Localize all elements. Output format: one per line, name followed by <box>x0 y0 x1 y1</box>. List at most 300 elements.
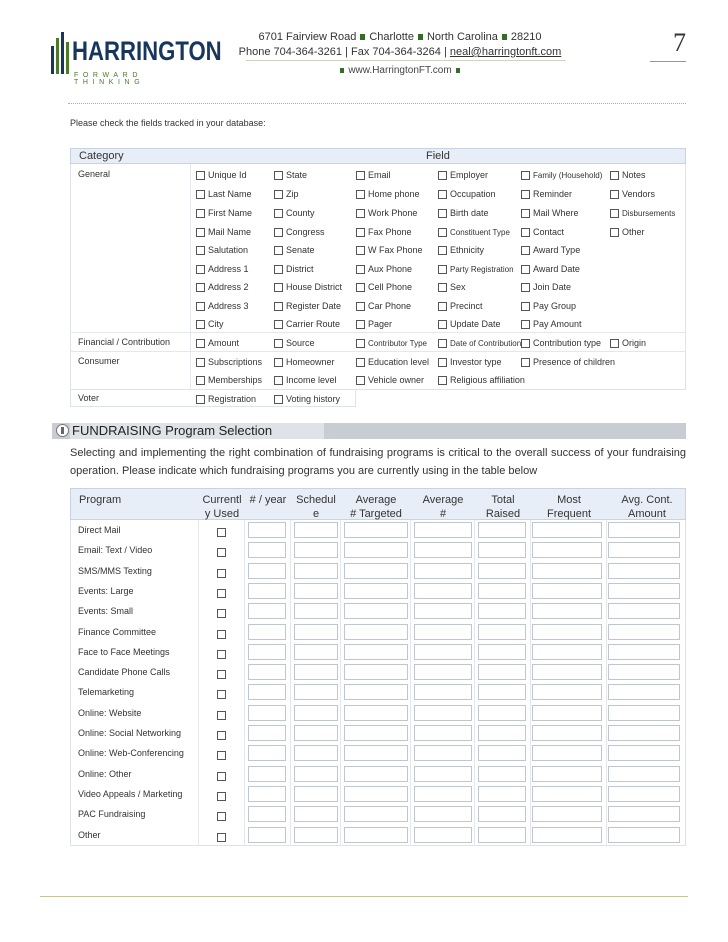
field-label: Amount <box>208 338 240 348</box>
field-checkbox[interactable] <box>196 228 205 237</box>
program-input-box[interactable] <box>248 522 286 538</box>
field-checkbox[interactable] <box>356 171 365 180</box>
field-checkbox[interactable] <box>610 190 619 199</box>
field-checkbox[interactable] <box>274 376 283 385</box>
program-input-box[interactable] <box>344 745 408 761</box>
program-header-cell <box>199 493 245 521</box>
header-category: Category <box>79 150 124 162</box>
field-checkbox[interactable] <box>196 395 205 404</box>
program-input-box[interactable] <box>294 766 338 782</box>
program-input-box[interactable] <box>414 745 472 761</box>
program-row <box>70 601 686 621</box>
field-label: Contribution type <box>533 338 602 348</box>
program-label: Candidate Phone Calls <box>78 667 171 678</box>
field-checkbox[interactable] <box>438 376 447 385</box>
program-label: Online: Website <box>78 707 142 718</box>
program-input-box[interactable] <box>344 563 408 579</box>
section-title: FUNDRAISING Program Selection <box>72 423 273 438</box>
field-checkbox[interactable] <box>521 190 530 199</box>
currently-used-checkbox[interactable] <box>217 650 226 659</box>
field-checkbox[interactable] <box>196 190 205 199</box>
currently-used-checkbox[interactable] <box>217 589 226 598</box>
field-checkbox[interactable] <box>274 228 283 237</box>
program-input-box[interactable] <box>608 684 680 700</box>
section-paragraph: Selecting and implementing the right combination of fundraising programs is critical to the overall success of your fundraising operation. Please indicate which fundraising programs you are currently using in the table below <box>70 447 686 477</box>
program-input-box[interactable] <box>478 745 526 761</box>
field-checkbox[interactable] <box>438 283 447 292</box>
field-checkbox[interactable] <box>438 228 447 237</box>
program-input-box[interactable] <box>248 684 286 700</box>
field-checkbox[interactable] <box>196 246 205 255</box>
program-label: Online: Web-Conferencing <box>78 748 184 759</box>
program-label: SMS/MMS Texting <box>78 565 152 576</box>
program-input-box[interactable] <box>248 806 286 822</box>
currently-used-checkbox[interactable] <box>217 609 226 618</box>
field-checkbox[interactable] <box>196 339 205 348</box>
field-label: Date of Contribution <box>450 339 522 348</box>
field-checkbox[interactable] <box>356 358 365 367</box>
email-link[interactable]: neal@harringtonft.com <box>449 46 562 58</box>
program-input-box[interactable] <box>532 664 602 680</box>
program-input-box[interactable] <box>478 563 526 579</box>
program-input-box[interactable] <box>532 542 602 558</box>
program-input-box[interactable] <box>608 542 680 558</box>
program-input-box[interactable] <box>414 806 472 822</box>
field-label: Employer <box>450 170 489 180</box>
program-row <box>70 642 686 662</box>
field-label: State <box>286 170 308 180</box>
currently-used-checkbox[interactable] <box>217 528 226 537</box>
header-line: Frequent <box>546 508 592 520</box>
row-divider <box>70 351 686 352</box>
currently-used-checkbox[interactable] <box>217 548 226 557</box>
program-input-box[interactable] <box>478 684 526 700</box>
field-label: Vendors <box>622 189 656 199</box>
program-header-cell <box>411 493 475 521</box>
program-input-box[interactable] <box>294 745 338 761</box>
program-header-cell <box>531 493 607 521</box>
field-checkbox[interactable] <box>610 171 619 180</box>
field-label: Join Date <box>533 282 572 292</box>
program-input-box[interactable] <box>344 786 408 802</box>
field-checkbox[interactable] <box>356 376 365 385</box>
field-checkbox[interactable] <box>356 320 365 329</box>
program-input-box[interactable] <box>344 542 408 558</box>
program-input-box[interactable] <box>248 644 286 660</box>
program-input-box[interactable] <box>478 705 526 721</box>
field-label: Pay Group <box>533 301 577 311</box>
field-checkbox[interactable] <box>521 339 530 348</box>
field-checkbox[interactable] <box>274 320 283 329</box>
program-input-box[interactable] <box>294 827 338 843</box>
program-input-box[interactable] <box>344 684 408 700</box>
field-checkbox[interactable] <box>521 209 530 218</box>
program-input-box[interactable] <box>414 603 472 619</box>
program-row <box>70 561 686 581</box>
field-checkbox[interactable] <box>356 302 365 311</box>
field-checkbox[interactable] <box>274 283 283 292</box>
program-input-box[interactable] <box>294 522 338 538</box>
field-checkbox[interactable] <box>196 320 205 329</box>
field-checkbox[interactable] <box>521 265 530 274</box>
program-input-box[interactable] <box>248 827 286 843</box>
field-label: Source <box>286 338 315 348</box>
field-label: Memberships <box>208 375 263 385</box>
header-line: # Targeted <box>350 508 402 520</box>
program-input-box[interactable] <box>414 644 472 660</box>
field-label: Contact <box>533 227 565 237</box>
program-input-box[interactable] <box>294 644 338 660</box>
program-input-box[interactable] <box>532 603 602 619</box>
program-label: Events: Large <box>78 585 134 596</box>
program-input-box[interactable] <box>608 745 680 761</box>
field-checkbox[interactable] <box>196 171 205 180</box>
field-checkbox[interactable] <box>274 190 283 199</box>
program-input-box[interactable] <box>294 786 338 802</box>
field-checkbox[interactable] <box>521 358 530 367</box>
field-checkbox[interactable] <box>356 190 365 199</box>
field-checkbox[interactable] <box>274 302 283 311</box>
program-input-box[interactable] <box>608 644 680 660</box>
program-input-box[interactable] <box>532 745 602 761</box>
program-row <box>70 662 686 682</box>
field-label: W Fax Phone <box>368 245 423 255</box>
program-input-box[interactable] <box>344 624 408 640</box>
field-checkbox[interactable] <box>438 358 447 367</box>
program-row <box>70 723 686 743</box>
program-label: Online: Social Networking <box>78 728 182 738</box>
field-checkbox[interactable] <box>521 171 530 180</box>
currently-used-checkbox[interactable] <box>217 711 226 720</box>
harrington-logo <box>50 28 222 88</box>
field-checkbox[interactable] <box>610 339 619 348</box>
program-input-box[interactable] <box>532 725 602 741</box>
field-label: Occupation <box>450 189 496 199</box>
field-label: Work Phone <box>368 208 418 218</box>
field-checkbox[interactable] <box>356 265 365 274</box>
top-dotted-rule <box>68 103 686 104</box>
field-checkbox[interactable] <box>521 283 530 292</box>
field-label: Address 2 <box>208 282 249 292</box>
program-table-header <box>70 488 686 520</box>
program-input-box[interactable] <box>532 786 602 802</box>
program-input-box[interactable] <box>414 563 472 579</box>
field-label: Pager <box>368 319 393 329</box>
program-label: Direct Mail <box>78 525 121 535</box>
field-checkbox[interactable] <box>274 171 283 180</box>
field-label: Religious affiliation <box>450 375 525 385</box>
currently-used-checkbox[interactable] <box>217 772 226 781</box>
program-row <box>70 743 686 763</box>
program-input-box[interactable] <box>414 542 472 558</box>
program-input-box[interactable] <box>294 563 338 579</box>
program-label: Events: Small <box>78 606 134 617</box>
program-input-box[interactable] <box>414 583 472 599</box>
program-input-box[interactable] <box>478 644 526 660</box>
currently-used-checkbox[interactable] <box>217 670 226 679</box>
field-label: Zip <box>286 189 299 199</box>
field-checkbox[interactable] <box>356 283 365 292</box>
program-label: Email: Text / Video <box>78 545 153 556</box>
program-input-box[interactable] <box>248 583 286 599</box>
program-input-box[interactable] <box>478 522 526 538</box>
program-input-box[interactable] <box>608 522 680 538</box>
program-input-box[interactable] <box>344 522 408 538</box>
currently-used-checkbox[interactable] <box>217 751 226 760</box>
field-checkbox[interactable] <box>274 358 283 367</box>
program-row <box>70 764 686 784</box>
field-label: Car Phone <box>368 301 412 311</box>
program-input-box[interactable] <box>608 705 680 721</box>
program-input-box[interactable] <box>248 725 286 741</box>
program-input-box[interactable] <box>478 766 526 782</box>
field-label: House District <box>286 282 343 292</box>
program-input-box[interactable] <box>414 624 472 640</box>
field-checkbox[interactable] <box>196 265 205 274</box>
currently-used-checkbox[interactable] <box>217 812 226 821</box>
field-checkbox[interactable] <box>438 339 447 348</box>
field-checkbox[interactable] <box>356 339 365 348</box>
field-label: Award Type <box>533 245 581 255</box>
program-input-box[interactable] <box>248 624 286 640</box>
field-label: Carrier Route <box>286 319 341 329</box>
field-checkbox[interactable] <box>274 209 283 218</box>
field-label: Income level <box>286 375 337 385</box>
program-input-box[interactable] <box>478 725 526 741</box>
footer-rule <box>40 896 688 897</box>
logo-bars-icon <box>50 32 72 74</box>
header-line: Average <box>422 494 464 506</box>
program-input-box[interactable] <box>294 684 338 700</box>
currently-used-checkbox[interactable] <box>217 630 226 639</box>
field-checkbox[interactable] <box>356 246 365 255</box>
field-checkbox[interactable] <box>521 302 530 311</box>
program-input-box[interactable] <box>532 705 602 721</box>
field-checkbox[interactable] <box>521 320 530 329</box>
program-header-cell <box>607 493 687 521</box>
field-label: Cell Phone <box>368 282 413 292</box>
header-line: Currentl <box>202 494 242 506</box>
field-label: Precinct <box>450 301 483 311</box>
field-checkbox[interactable] <box>274 246 283 255</box>
header-line: Amount <box>628 508 666 520</box>
program-row <box>70 682 686 702</box>
field-checkbox[interactable] <box>438 171 447 180</box>
field-label: Address 1 <box>208 264 249 274</box>
field-label: Party Registration <box>450 265 514 274</box>
program-input-box[interactable] <box>532 644 602 660</box>
program-input-box[interactable] <box>248 745 286 761</box>
field-label: Ethnicity <box>450 245 485 255</box>
program-input-box[interactable] <box>414 786 472 802</box>
program-input-box[interactable] <box>248 563 286 579</box>
program-input-box[interactable] <box>344 827 408 843</box>
program-input-box[interactable] <box>608 766 680 782</box>
field-label: District <box>286 264 314 274</box>
website-link[interactable]: www.HarringtonFT.com <box>348 65 452 76</box>
field-label: Last Name <box>208 189 252 199</box>
program-input-box[interactable] <box>414 664 472 680</box>
field-label: Unique Id <box>208 170 247 180</box>
field-label: Pay Amount <box>533 319 582 329</box>
program-input-box[interactable] <box>532 684 602 700</box>
program-input-box[interactable] <box>478 624 526 640</box>
program-input-box[interactable] <box>344 644 408 660</box>
program-input-box[interactable] <box>344 583 408 599</box>
program-input-box[interactable] <box>478 542 526 558</box>
program-row <box>70 581 686 601</box>
program-input-box[interactable] <box>294 725 338 741</box>
program-input-box[interactable] <box>344 725 408 741</box>
program-input-box[interactable] <box>478 664 526 680</box>
program-input-box[interactable] <box>608 583 680 599</box>
program-input-box[interactable] <box>344 664 408 680</box>
program-label: Video Appeals / Marketing <box>78 788 183 799</box>
field-checkbox[interactable] <box>196 302 205 311</box>
program-input-box[interactable] <box>532 806 602 822</box>
header-line: Most <box>557 494 581 506</box>
program-input-box[interactable] <box>608 624 680 640</box>
currently-used-checkbox[interactable] <box>217 833 226 842</box>
program-input-box[interactable] <box>478 603 526 619</box>
field-checkbox[interactable] <box>196 358 205 367</box>
field-label: Award Date <box>533 264 580 274</box>
field-checkbox[interactable] <box>438 246 447 255</box>
program-input-box[interactable] <box>414 705 472 721</box>
program-input-box[interactable] <box>248 603 286 619</box>
field-label: Email <box>368 170 391 180</box>
program-input-box[interactable] <box>608 563 680 579</box>
field-label: Register Date <box>286 301 342 311</box>
program-input-box[interactable] <box>532 522 602 538</box>
field-checkbox[interactable] <box>438 320 447 329</box>
program-label: Other <box>78 829 101 840</box>
field-checkbox[interactable] <box>356 209 365 218</box>
program-input-box[interactable] <box>608 603 680 619</box>
program-input-box[interactable] <box>248 542 286 558</box>
program-input-box[interactable] <box>248 664 286 680</box>
field-checkbox[interactable] <box>610 209 619 218</box>
program-input-box[interactable] <box>478 786 526 802</box>
program-input-box[interactable] <box>344 806 408 822</box>
category-voter: Voter <box>78 393 100 403</box>
program-input-box[interactable] <box>478 827 526 843</box>
field-checkbox[interactable] <box>356 228 365 237</box>
field-checkbox[interactable] <box>196 209 205 218</box>
program-input-box[interactable] <box>478 806 526 822</box>
address-street: 6701 Fairview Road <box>258 31 357 43</box>
field-checkbox[interactable] <box>196 376 205 385</box>
field-label: First Name <box>208 208 253 218</box>
program-input-box[interactable] <box>532 583 602 599</box>
field-label: Mail Where <box>533 208 579 218</box>
field-label: Subscriptions <box>208 357 263 367</box>
field-checkbox[interactable] <box>274 265 283 274</box>
header-line: # <box>439 508 447 520</box>
program-input-box[interactable] <box>608 664 680 680</box>
category-consumer: Consumer <box>78 356 120 366</box>
program-input-box[interactable] <box>294 542 338 558</box>
program-input-box[interactable] <box>532 624 602 640</box>
field-label: Address 3 <box>208 301 249 311</box>
program-row <box>70 622 686 642</box>
field-checkbox[interactable] <box>521 228 530 237</box>
program-row <box>70 520 686 540</box>
field-checkbox[interactable] <box>196 283 205 292</box>
field-label: County <box>286 208 315 218</box>
field-label: Senate <box>286 245 315 255</box>
program-input-box[interactable] <box>344 603 408 619</box>
program-input-box[interactable] <box>294 806 338 822</box>
logo-wordmark: HARRINGTON <box>72 36 222 66</box>
program-row <box>70 784 686 804</box>
program-input-box[interactable] <box>478 583 526 599</box>
program-input-box[interactable] <box>414 725 472 741</box>
program-input-box[interactable] <box>294 624 338 640</box>
field-checkbox[interactable] <box>274 395 283 404</box>
website-line <box>230 65 570 76</box>
currently-used-checkbox[interactable] <box>217 731 226 740</box>
program-input-box[interactable] <box>248 786 286 802</box>
field-label: Notes <box>622 170 646 180</box>
header-divider <box>246 60 566 61</box>
program-input-box[interactable] <box>414 684 472 700</box>
program-input-box[interactable] <box>414 827 472 843</box>
program-input-box[interactable] <box>344 766 408 782</box>
program-input-box[interactable] <box>414 766 472 782</box>
program-input-box[interactable] <box>294 583 338 599</box>
field-checkbox[interactable] <box>521 246 530 255</box>
field-label: Home phone <box>368 189 420 199</box>
header-line: Avg. Cont. <box>621 494 673 506</box>
header-field: Field <box>426 150 450 162</box>
program-input-box[interactable] <box>532 827 602 843</box>
program-label: Telemarketing <box>78 687 135 698</box>
header-line: Raised <box>485 508 521 520</box>
program-input-box[interactable] <box>608 786 680 802</box>
field-checkbox[interactable] <box>610 228 619 237</box>
program-input-box[interactable] <box>414 522 472 538</box>
program-input-box[interactable] <box>608 827 680 843</box>
section-bar <box>52 423 686 439</box>
field-checkbox[interactable] <box>438 209 447 218</box>
program-input-box[interactable] <box>248 766 286 782</box>
row-divider <box>70 332 686 333</box>
field-label: Voting history <box>286 394 341 404</box>
category-general: General <box>78 169 111 179</box>
program-input-box[interactable] <box>608 806 680 822</box>
program-label: Face to Face Meetings <box>78 646 170 657</box>
program-input-box[interactable] <box>294 664 338 680</box>
field-label: Sex <box>450 282 466 292</box>
program-input-box[interactable] <box>532 766 602 782</box>
program-input-box[interactable] <box>608 725 680 741</box>
field-checkbox[interactable] <box>438 302 447 311</box>
currently-used-checkbox[interactable] <box>217 690 226 699</box>
program-input-box[interactable] <box>344 705 408 721</box>
field-checkbox[interactable] <box>274 339 283 348</box>
field-label: Origin <box>622 338 647 348</box>
field-checkbox[interactable] <box>438 265 447 274</box>
program-input-box[interactable] <box>248 705 286 721</box>
program-input-box[interactable] <box>532 563 602 579</box>
currently-used-checkbox[interactable] <box>217 569 226 578</box>
field-label: Contributor Type <box>368 339 427 348</box>
field-checkbox[interactable] <box>438 190 447 199</box>
program-input-box[interactable] <box>294 705 338 721</box>
currently-used-checkbox[interactable] <box>217 792 226 801</box>
program-input-box[interactable] <box>294 603 338 619</box>
